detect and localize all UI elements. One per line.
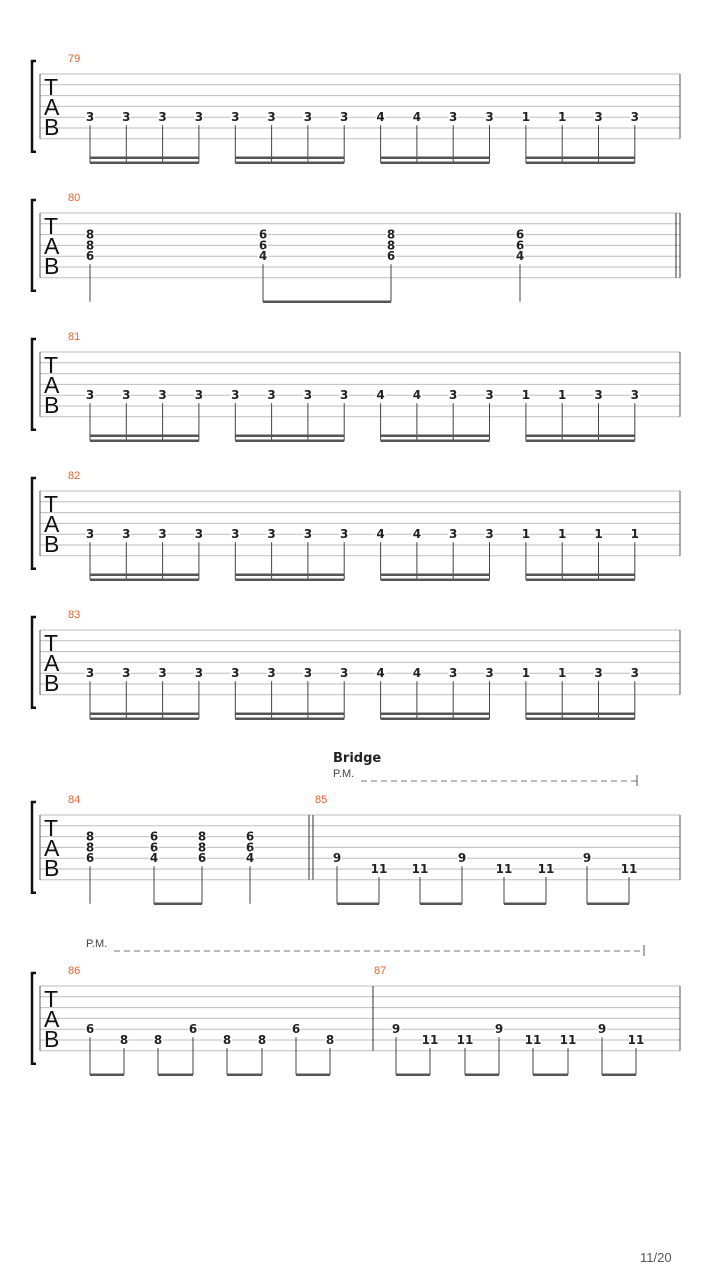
- measure-number: 86: [68, 965, 81, 977]
- fret-number: 4: [376, 666, 385, 681]
- measure-number: 80: [68, 192, 81, 204]
- tab-clef-letter: A: [44, 1006, 60, 1032]
- tab-clef-letter: A: [44, 94, 60, 120]
- fret-number: 1: [558, 666, 567, 681]
- fret-number: 3: [122, 388, 131, 403]
- fret-number: 4: [258, 249, 268, 264]
- fret-number: 1: [521, 388, 531, 403]
- fret-number: 9: [582, 851, 592, 866]
- fret-number: 3: [630, 110, 639, 125]
- fret-number: 8: [119, 1033, 129, 1047]
- fret-number: 9: [391, 1022, 401, 1037]
- tab-clef-letter: T: [44, 815, 59, 841]
- fret-number: 3: [122, 527, 131, 542]
- fret-number: 3: [340, 666, 349, 681]
- fret-number: 6: [149, 840, 159, 855]
- tab-clef-letter: T: [44, 74, 59, 100]
- system-bracket: [32, 61, 36, 152]
- fret-number: 6: [149, 829, 159, 844]
- fret-number: 8: [386, 238, 396, 253]
- tab-clef-letter: B: [44, 855, 60, 881]
- fret-number: 3: [194, 527, 204, 542]
- fret-number: 8: [197, 829, 207, 844]
- fret-number: 3: [158, 666, 167, 681]
- fret-number: 3: [194, 110, 204, 125]
- fret-number: 4: [149, 851, 159, 866]
- fret-number: 6: [386, 249, 396, 264]
- fret-number: 3: [340, 527, 349, 542]
- fret-number: 3: [594, 666, 603, 681]
- fret-number: 8: [85, 227, 95, 242]
- measure-number: 81: [68, 331, 81, 343]
- fret-number: 9: [332, 851, 342, 866]
- fret-number: 8: [197, 840, 207, 855]
- fret-number: 6: [291, 1022, 301, 1037]
- fret-number: 4: [412, 527, 422, 542]
- fret-number: 6: [515, 238, 525, 253]
- fret-number: 3: [231, 388, 240, 403]
- fret-number: 11: [627, 1033, 645, 1047]
- fret-number: 3: [303, 527, 313, 542]
- fret-number: 6: [188, 1022, 198, 1037]
- fret-number: 3: [158, 527, 167, 542]
- fret-number: 3: [485, 110, 494, 125]
- fret-number: 3: [303, 666, 313, 681]
- fret-number: 4: [376, 388, 385, 403]
- fret-number: 9: [597, 1022, 607, 1037]
- fret-number: 11: [370, 862, 388, 876]
- fret-number: 3: [594, 388, 603, 403]
- fret-number: 3: [630, 388, 639, 403]
- tab-system-3: [32, 331, 680, 441]
- fret-number: 1: [521, 666, 531, 681]
- tab-clef-letter: A: [44, 233, 60, 259]
- system-bracket: [32, 802, 36, 893]
- tab-clef-letter: B: [44, 253, 60, 279]
- fret-number: 8: [257, 1033, 267, 1047]
- tab-clef-letter: T: [44, 630, 59, 656]
- fret-number: 4: [412, 388, 422, 403]
- fret-number: 3: [194, 666, 204, 681]
- fret-number: 3: [158, 388, 167, 403]
- fret-number: 3: [122, 666, 131, 681]
- fret-number: 4: [376, 527, 385, 542]
- tab-system-5: [32, 609, 680, 719]
- fret-number: 3: [594, 110, 603, 125]
- fret-number: 6: [85, 249, 95, 264]
- fret-number: 8: [325, 1033, 335, 1047]
- fret-number: 3: [485, 666, 494, 681]
- fret-number: 1: [558, 110, 567, 125]
- fret-number: 6: [197, 851, 207, 866]
- fret-number: 1: [558, 388, 567, 403]
- fret-number: 1: [558, 527, 567, 542]
- tab-clef-letter: T: [44, 213, 59, 239]
- fret-number: 4: [515, 249, 525, 264]
- tab-system-4: [32, 470, 680, 580]
- fret-number: 1: [521, 110, 531, 125]
- fret-number: 11: [524, 1033, 542, 1047]
- fret-number: 6: [515, 227, 525, 242]
- fret-number: 8: [386, 227, 396, 242]
- fret-number: 3: [485, 388, 494, 403]
- fret-number: 6: [258, 227, 268, 242]
- fret-number: 3: [630, 666, 639, 681]
- fret-number: 3: [267, 527, 276, 542]
- fret-number: 1: [594, 527, 603, 542]
- measure-number: 85: [315, 794, 328, 806]
- fret-number: 11: [456, 1033, 474, 1047]
- fret-number: 3: [267, 388, 276, 403]
- fret-number: 6: [258, 238, 268, 253]
- fret-number: 3: [449, 388, 458, 403]
- fret-number: 4: [412, 666, 422, 681]
- tab-clef-letter: T: [44, 491, 59, 517]
- measure-number: 87: [374, 965, 387, 977]
- tab-clef-letter: A: [44, 372, 60, 398]
- fret-number: 8: [85, 238, 95, 253]
- fret-number: 3: [194, 388, 204, 403]
- fret-number: 4: [245, 851, 255, 866]
- fret-number: 6: [245, 840, 255, 855]
- fret-number: 9: [494, 1022, 504, 1037]
- fret-number: 8: [85, 840, 95, 855]
- fret-number: 3: [340, 388, 349, 403]
- tab-system-1: [32, 53, 680, 163]
- fret-number: 3: [122, 110, 131, 125]
- fret-number: 1: [630, 527, 639, 542]
- tab-system-6: [32, 751, 680, 904]
- fret-number: 3: [449, 527, 458, 542]
- measure-number: 79: [68, 53, 81, 65]
- fret-number: 8: [153, 1033, 163, 1047]
- fret-number: 11: [421, 1033, 439, 1047]
- system-bracket: [32, 478, 36, 569]
- tab-system-2: [32, 192, 680, 302]
- tab-clef-letter: B: [44, 531, 60, 557]
- fret-number: 3: [267, 666, 276, 681]
- section-label: Bridge: [333, 751, 382, 766]
- fret-number: 3: [303, 110, 313, 125]
- fret-number: 8: [85, 829, 95, 844]
- page-number: 11/20: [640, 1250, 672, 1265]
- fret-number: 9: [457, 851, 467, 866]
- tab-clef-letter: B: [44, 392, 60, 418]
- system-bracket: [32, 200, 36, 291]
- fret-number: 4: [376, 110, 385, 125]
- fret-number: 11: [411, 862, 429, 876]
- fret-number: 3: [485, 527, 494, 542]
- measure-number: 84: [68, 794, 81, 806]
- fret-number: 3: [158, 110, 167, 125]
- palm-mute-label: P.M.: [333, 768, 355, 780]
- fret-number: 3: [231, 666, 240, 681]
- fret-number: 11: [495, 862, 513, 876]
- tab-clef-letter: T: [44, 986, 59, 1012]
- tab-clef-letter: A: [44, 511, 60, 537]
- tab-clef-letter: A: [44, 650, 60, 676]
- tab-system-7: [32, 938, 680, 1075]
- fret-number: 3: [340, 110, 349, 125]
- fret-number: 4: [412, 110, 422, 125]
- measure-number: 82: [68, 470, 81, 482]
- fret-number: 3: [231, 110, 240, 125]
- tab-clef-letter: T: [44, 352, 59, 378]
- fret-number: 6: [245, 829, 255, 844]
- fret-number: 3: [85, 666, 95, 681]
- tab-clef-letter: B: [44, 670, 60, 696]
- tab-clef-letter: B: [44, 114, 60, 140]
- fret-number: 6: [85, 851, 95, 866]
- tab-clef-letter: B: [44, 1026, 60, 1052]
- fret-number: 3: [449, 666, 458, 681]
- fret-number: 3: [267, 110, 276, 125]
- system-bracket: [32, 617, 36, 708]
- fret-number: 3: [303, 388, 313, 403]
- fret-number: 3: [85, 110, 95, 125]
- system-bracket: [32, 339, 36, 430]
- fret-number: 11: [537, 862, 555, 876]
- fret-number: 11: [620, 862, 638, 876]
- tab-clef-letter: A: [44, 835, 60, 861]
- fret-number: 8: [222, 1033, 232, 1047]
- fret-number: 11: [559, 1033, 577, 1047]
- fret-number: 6: [85, 1022, 95, 1037]
- fret-number: 3: [449, 110, 458, 125]
- fret-number: 1: [521, 527, 531, 542]
- palm-mute-label: P.M.: [86, 938, 108, 950]
- fret-number: 3: [231, 527, 240, 542]
- fret-number: 3: [85, 388, 95, 403]
- measure-number: 83: [68, 609, 81, 621]
- system-bracket: [32, 973, 36, 1064]
- fret-number: 3: [85, 527, 95, 542]
